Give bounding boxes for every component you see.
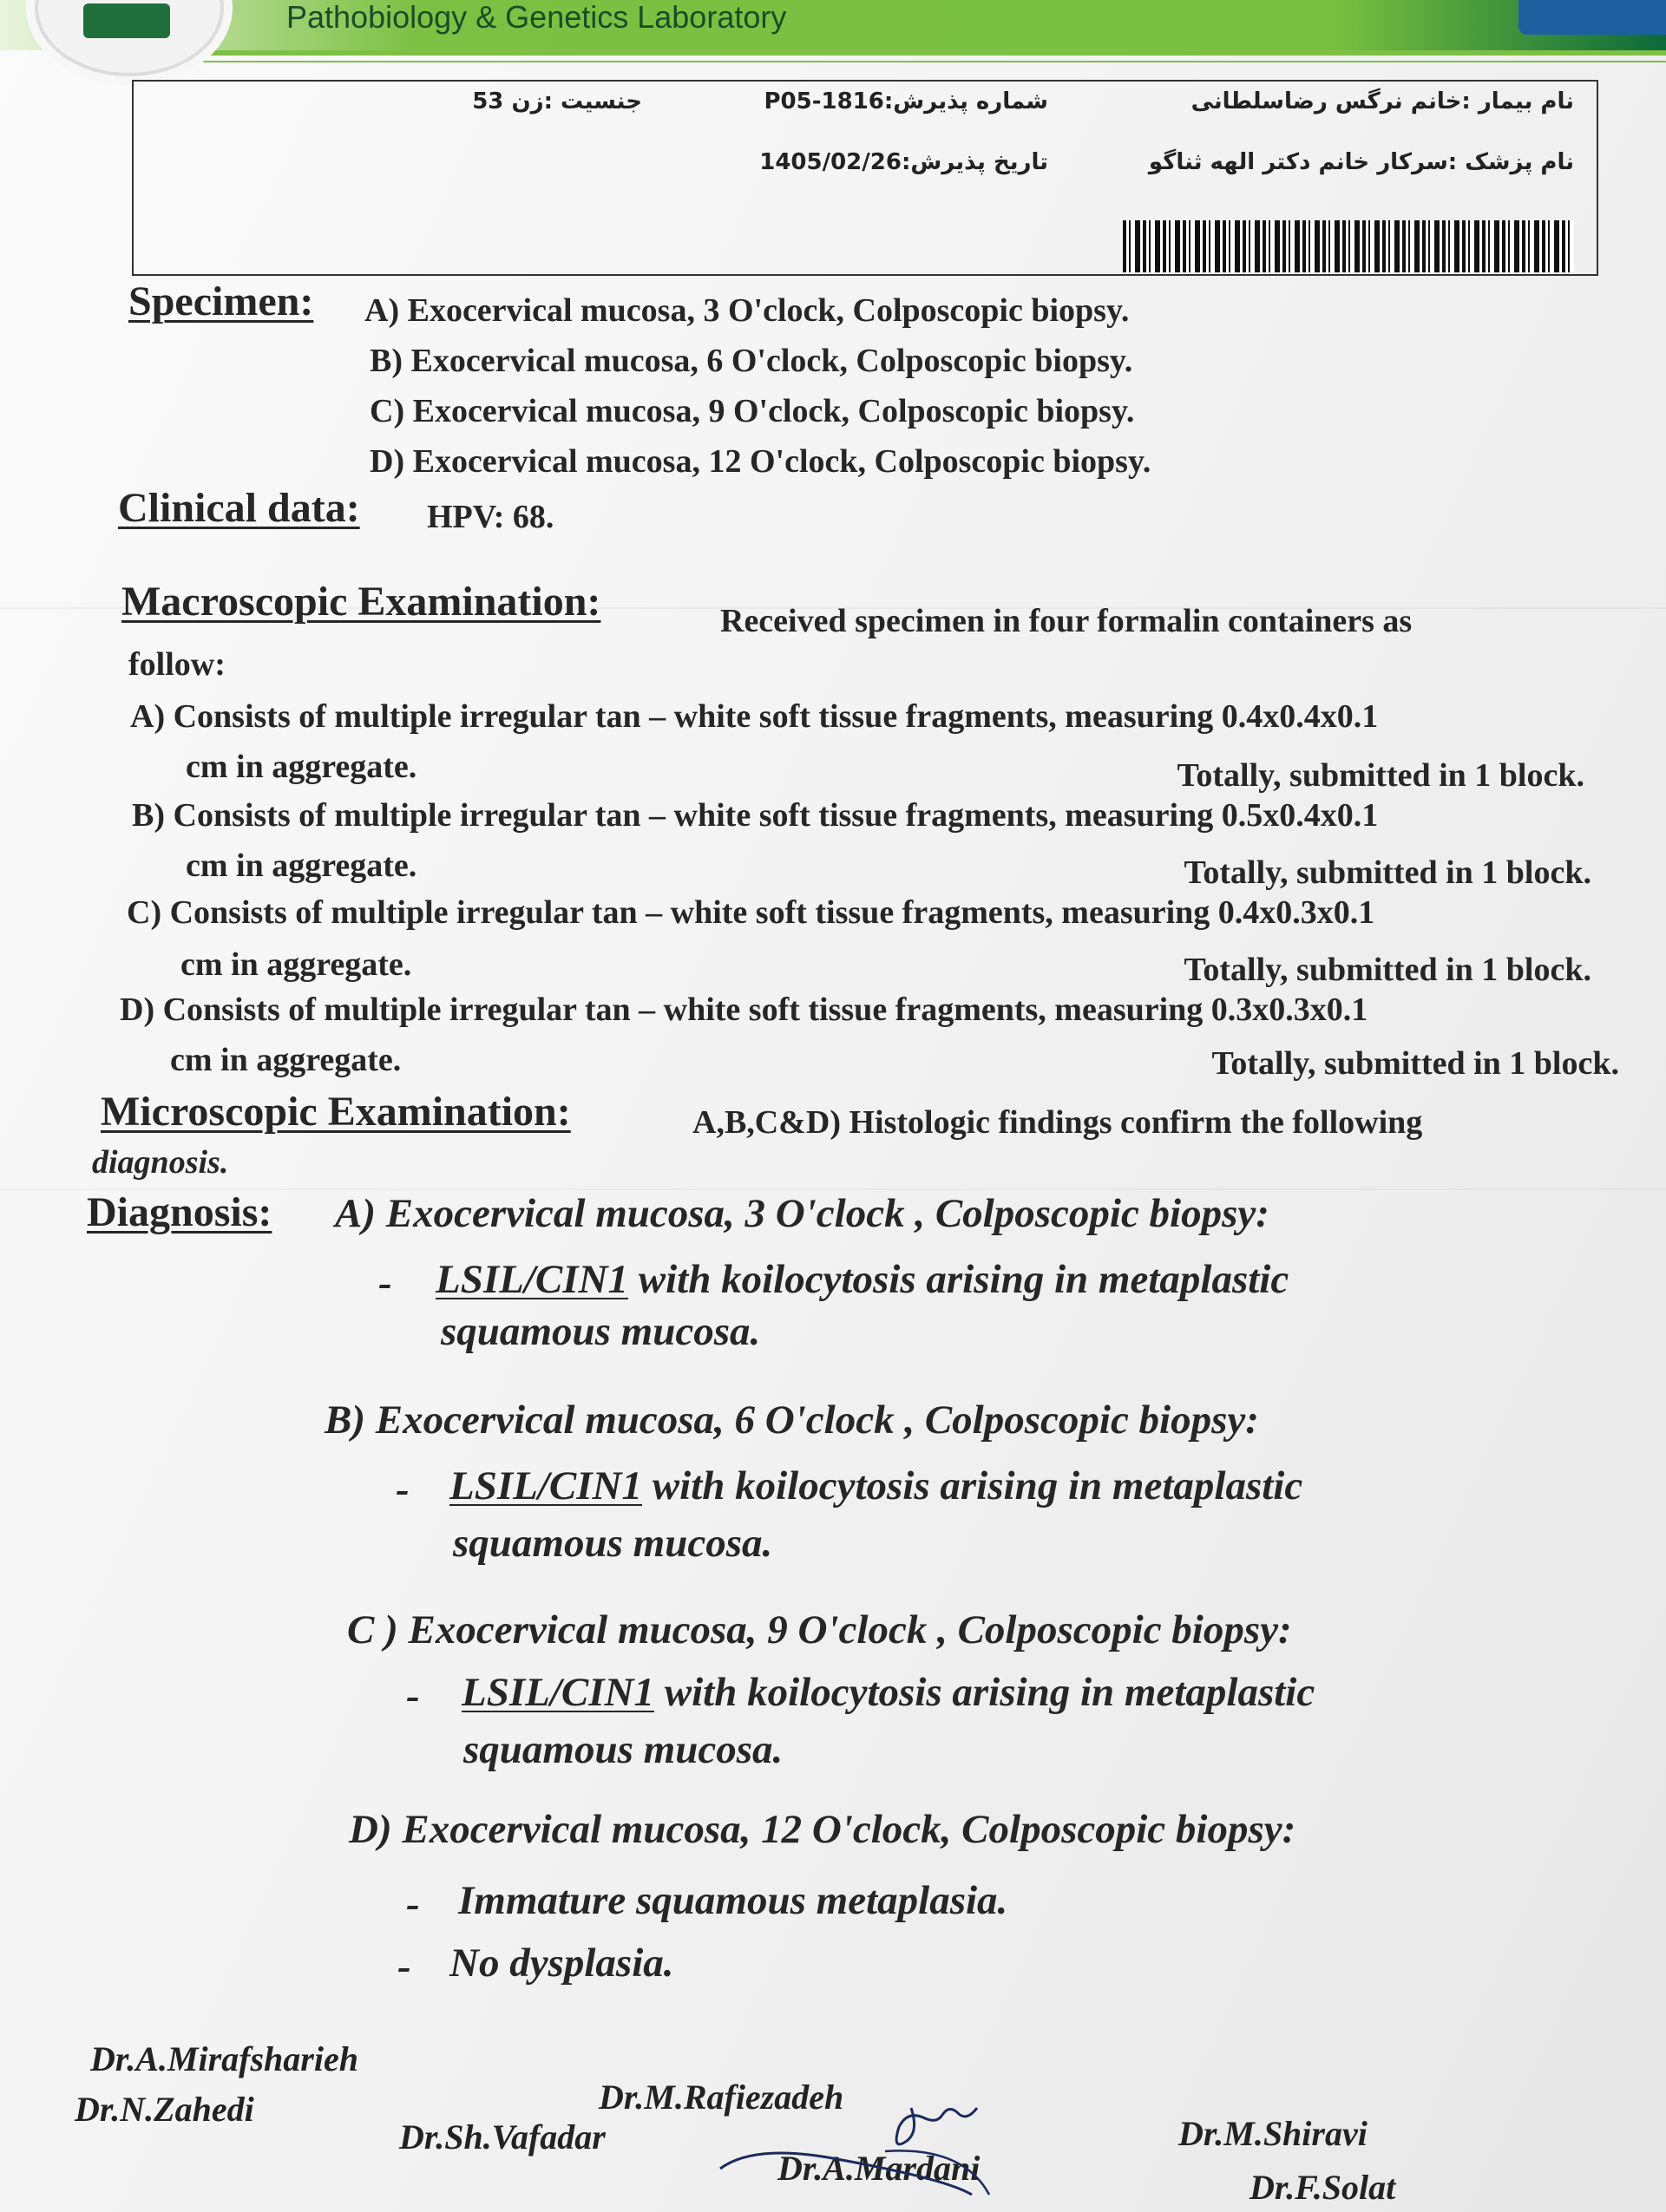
accession-number: شماره پذیرش:P05-1816 bbox=[764, 88, 1048, 115]
signatory-name: Dr.M.Shiravi bbox=[1178, 2114, 1368, 2153]
diagnosis-finding bbox=[462, 1669, 1315, 1716]
diagnosis-title: C ) Exocervical mucosa, 9 O'clock , Colposcopic biopsy: bbox=[347, 1607, 1292, 1652]
diagnosis-heading: Diagnosis: bbox=[87, 1189, 272, 1235]
signatory-name: Dr.F.Solat bbox=[1250, 2168, 1396, 2207]
specimen-item: B) Exocervical mucosa, 6 O'clock, Colposcopic biopsy. bbox=[370, 343, 1133, 379]
macroscopic-item: cm in aggregate. bbox=[186, 749, 417, 785]
microscopic-heading: Microscopic Examination: bbox=[101, 1089, 571, 1135]
macroscopic-item: D) Consists of multiple irregular tan – white soft tissue fragments, measuring 0.3x0.3x0.1 bbox=[120, 991, 1368, 1028]
diagnosis-dash: - bbox=[378, 1260, 392, 1306]
barcode bbox=[1123, 220, 1574, 272]
macroscopic-item: C) Consists of multiple irregular tan – white soft tissue fragments, measuring 0.4x0.3x0.1 bbox=[127, 894, 1375, 931]
diagnosis-dash: - bbox=[397, 1944, 411, 1989]
patient-info-box bbox=[132, 80, 1598, 276]
diagnosis-dash: - bbox=[396, 1467, 410, 1512]
diagnosis-title: D) Exocervical mucosa, 12 O'clock, Colposcopic biopsy: bbox=[349, 1807, 1296, 1852]
header-rule bbox=[174, 50, 1666, 56]
diagnosis-finding: No dysplasia. bbox=[449, 1940, 674, 1986]
clinical-data-heading: Clinical data: bbox=[118, 485, 360, 531]
macroscopic-item: Totally, submitted in 1 block. bbox=[1211, 1045, 1619, 1082]
macroscopic-item: B) Consists of multiple irregular tan – white soft tissue fragments, measuring 0.5x0.4x0.1 bbox=[132, 797, 1379, 834]
diagnosis-dash: - bbox=[406, 1673, 420, 1718]
macroscopic-item: A) Consists of multiple irregular tan – white soft tissue fragments, measuring 0.4x0.4x0.1 bbox=[130, 698, 1379, 735]
diagnosis-finding: squamous mucosa. bbox=[453, 1521, 773, 1566]
macroscopic-heading: Macroscopic Examination: bbox=[121, 579, 601, 625]
diagnosis-finding bbox=[436, 1256, 1289, 1303]
signatory-name: Dr.A.Mirafsharieh bbox=[90, 2039, 358, 2078]
macroscopic-item: Totally, submitted in 1 block. bbox=[1177, 757, 1584, 794]
specimen-heading: Specimen: bbox=[128, 278, 314, 324]
macroscopic-item: Totally, submitted in 1 block. bbox=[1184, 952, 1591, 988]
signatory-name: Dr.A.Mardani bbox=[777, 2149, 981, 2188]
diagnosis-term: LSIL/CIN1 bbox=[449, 1463, 642, 1508]
diagnosis-finding-text: with koilocytosis arising in metaplastic bbox=[642, 1463, 1303, 1508]
sex-age: جنسیت :زن 53 bbox=[472, 88, 642, 115]
macroscopic-intro: Received specimen in four formalin containers as bbox=[720, 603, 1413, 639]
signatory-name: Dr.Sh.Vafadar bbox=[399, 2117, 606, 2156]
handwritten-signature bbox=[712, 2056, 1059, 2212]
brand-logo bbox=[1518, 0, 1666, 35]
admission-date: تاریخ پذیرش:1405/02/26 bbox=[759, 149, 1048, 175]
diagnosis-title: B) Exocervical mucosa, 6 O'clock , Colposcopic biopsy: bbox=[325, 1397, 1259, 1443]
physician-name: نام پزشک :سرکار خانم دکتر الهه ثناگو bbox=[1148, 149, 1574, 175]
diagnosis-finding-text: with koilocytosis arising in metaplastic bbox=[654, 1670, 1315, 1715]
macroscopic-intro: follow: bbox=[128, 646, 226, 683]
diagnosis-term: LSIL/CIN1 bbox=[436, 1257, 628, 1302]
microscopic-text: diagnosis. bbox=[92, 1144, 229, 1181]
macroscopic-item: cm in aggregate. bbox=[170, 1042, 402, 1078]
macroscopic-item: cm in aggregate. bbox=[186, 847, 417, 884]
specimen-item: D) Exocervical mucosa, 12 O'clock, Colposcopic biopsy. bbox=[370, 443, 1151, 480]
diagnosis-finding: squamous mucosa. bbox=[463, 1727, 784, 1772]
signatory-name: Dr.M.Rafiezadeh bbox=[599, 2078, 844, 2117]
diagnosis-title: A) Exocervical mucosa, 3 O'clock , Colposcopic biopsy: bbox=[335, 1191, 1269, 1236]
specimen-item: C) Exocervical mucosa, 9 O'clock, Colposcopic biopsy. bbox=[370, 393, 1135, 429]
patient-name: نام بیمار :خانم نرگس رضاسلطانی bbox=[1190, 88, 1574, 115]
clinical-data-text: HPV: 68. bbox=[427, 499, 554, 535]
diagnosis-finding: squamous mucosa. bbox=[441, 1309, 761, 1354]
diagnosis-finding bbox=[449, 1463, 1302, 1509]
diagnosis-finding-text: with koilocytosis arising in metaplastic bbox=[628, 1257, 1289, 1302]
macroscopic-item: cm in aggregate. bbox=[180, 946, 412, 983]
microscopic-text: A,B,C&D) Histologic findings confirm the following bbox=[692, 1104, 1423, 1141]
signatory-name: Dr.N.Zahedi bbox=[75, 2090, 254, 2129]
header-band bbox=[0, 0, 1666, 50]
diagnosis-term: LSIL/CIN1 bbox=[462, 1670, 654, 1715]
macroscopic-item: Totally, submitted in 1 block. bbox=[1184, 854, 1591, 891]
lab-logo bbox=[35, 0, 224, 76]
lab-name: Pathobiology & Genetics Laboratory bbox=[286, 0, 787, 35]
specimen-item: A) Exocervical mucosa, 3 O'clock, Colposcopic biopsy. bbox=[364, 292, 1130, 329]
diagnosis-finding: Immature squamous metaplasia. bbox=[458, 1878, 1008, 1923]
header-rule bbox=[174, 61, 1666, 62]
diagnosis-dash: - bbox=[406, 1882, 420, 1927]
